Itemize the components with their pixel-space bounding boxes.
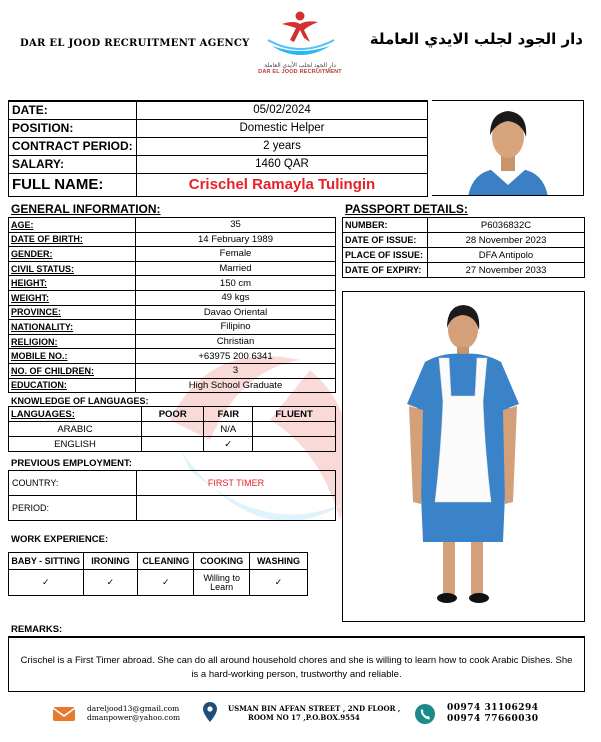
weight-label: WEIGHT: — [9, 290, 136, 305]
children-value: 3 — [136, 363, 336, 378]
position-label: POSITION: — [9, 119, 137, 137]
full-body-photo — [342, 291, 585, 622]
country-value: FIRST TIMER — [137, 471, 336, 496]
agency-name-english: DAR EL JOOD RECRUITMENT AGENCY — [20, 38, 250, 49]
expiry-date-value: 27 November 2033 — [428, 263, 585, 278]
agency-name-arabic: دار الجود لجلب الايدي العاملة — [369, 30, 583, 48]
washing-value: ✓ — [250, 570, 308, 596]
remarks-title: REMARKS: — [11, 624, 63, 635]
language-poor — [142, 422, 204, 437]
country-label: COUNTRY: — [9, 471, 137, 496]
phone-primary[interactable]: 00974 31106294 — [447, 703, 539, 713]
ironing-value: ✓ — [83, 570, 138, 596]
fullname-value: Crischel Ramayla Tulingin — [137, 173, 428, 196]
age-label: AGE: — [9, 218, 136, 233]
table-row — [343, 263, 585, 278]
fair-header: FAIR — [204, 407, 253, 422]
table-header-row — [9, 407, 336, 422]
expiry-date-label: DATE OF EXPIRY: — [343, 263, 428, 278]
issue-place-value: DFA Antipolo — [428, 248, 585, 263]
table-row — [9, 261, 336, 276]
email-secondary[interactable]: dmanpower@yahoo.com — [87, 713, 181, 722]
cleaning-value: ✓ — [138, 570, 194, 596]
contract-value: 2 years — [137, 137, 428, 155]
address-line-1: USMAN BIN AFFAN STREET , 2ND FLOOR , — [228, 704, 401, 713]
location-pin-icon — [203, 702, 217, 722]
gender-label: GENDER: — [9, 247, 136, 262]
summary-table — [8, 100, 428, 197]
logo-arabic-caption: دار الجود لجلب الأيدي العاملة — [264, 63, 336, 69]
table-row — [9, 496, 336, 521]
general-info-table — [8, 217, 336, 393]
table-row — [9, 218, 336, 233]
period-value — [137, 496, 336, 521]
table-row — [9, 349, 336, 364]
table-row — [9, 276, 336, 291]
table-row — [9, 290, 336, 305]
date-row — [9, 101, 428, 119]
work-experience-title: WORK EXPERIENCE: — [11, 534, 109, 545]
province-value: Davao Oriental — [136, 305, 336, 320]
language-fair: ✓ — [204, 437, 253, 452]
dob-value: 14 February 1989 — [136, 232, 336, 247]
nationality-value: Filipino — [136, 320, 336, 335]
washing-header: WASHING — [250, 553, 308, 570]
letterhead — [0, 0, 601, 90]
general-info-title: GENERAL INFORMATION: — [11, 202, 161, 216]
contract-row — [9, 137, 428, 155]
height-label: HEIGHT: — [9, 276, 136, 291]
fluent-header: FLUENT — [253, 407, 336, 422]
portrait-image-icon — [432, 101, 584, 196]
issue-place-label: PLACE OF ISSUE: — [343, 248, 428, 263]
language-name: ENGLISH — [9, 437, 142, 452]
ironing-header: IRONING — [83, 553, 138, 570]
salary-value: 1460 QAR — [137, 155, 428, 173]
language-fluent — [253, 437, 336, 452]
age-value: 35 — [136, 218, 336, 233]
poor-header: POOR — [142, 407, 204, 422]
dob-label: DATE OF BIRTH: — [9, 232, 136, 247]
passport-table — [342, 217, 585, 278]
fullname-row — [9, 173, 428, 196]
address-line-2: ROOM NO 17 ,P.O.BOX.9554 — [248, 713, 360, 722]
agency-logo — [255, 6, 345, 84]
work-experience-table — [8, 552, 308, 596]
passport-number-value: P6036832C — [428, 218, 585, 233]
language-fair: N/A — [204, 422, 253, 437]
passport-number-label: NUMBER: — [343, 218, 428, 233]
email-icon — [52, 704, 76, 722]
previous-employment-table — [8, 470, 336, 521]
civil-status-value: Married — [136, 261, 336, 276]
weight-value: 49 kgs — [136, 290, 336, 305]
table-row — [9, 422, 336, 437]
table-row — [9, 363, 336, 378]
logo-english-caption: DAR EL JOOD RECRUITMENT — [258, 69, 342, 75]
religion-value: Christian — [136, 334, 336, 349]
period-label: PERIOD: — [9, 496, 137, 521]
salary-label: SALARY: — [9, 155, 137, 173]
table-row — [9, 570, 308, 596]
education-label: EDUCATION: — [9, 378, 136, 393]
table-row — [9, 437, 336, 452]
table-row — [9, 378, 336, 393]
table-row — [9, 471, 336, 496]
table-row — [9, 305, 336, 320]
language-fluent — [253, 422, 336, 437]
date-label: DATE: — [9, 101, 137, 119]
table-row — [9, 334, 336, 349]
table-row — [343, 218, 585, 233]
issue-date-label: DATE OF ISSUE: — [343, 233, 428, 248]
cooking-header: COOKING — [194, 553, 250, 570]
date-value: 05/02/2024 — [137, 101, 428, 119]
table-row — [343, 233, 585, 248]
babysitting-header: BABY - SITTING — [9, 553, 84, 570]
children-label: NO. OF CHILDREN: — [9, 363, 136, 378]
languages-table — [8, 406, 336, 452]
table-row — [9, 320, 336, 335]
issue-date-value: 28 November 2023 — [428, 233, 585, 248]
remarks-text: Crischel is a First Timer abroad. She can do all around household chores and she is willing to learn how to cook Arabic Dishes. She is a hard-working person, trustworthy and reliable. — [8, 636, 585, 692]
table-row — [9, 232, 336, 247]
languages-header: LANGUAGES: — [9, 407, 142, 422]
table-row — [9, 247, 336, 262]
education-value: High School Graduate — [136, 378, 336, 393]
full-body-image-icon — [343, 292, 585, 622]
table-header-row — [9, 553, 308, 570]
phone-secondary[interactable]: 00974 77660030 — [447, 714, 539, 724]
salary-row — [9, 155, 428, 173]
previous-employment-title: PREVIOUS EMPLOYMENT: — [11, 458, 132, 469]
footer — [0, 698, 601, 742]
gender-value: Female — [136, 247, 336, 262]
position-row — [9, 119, 428, 137]
cooking-value: Willing to Learn — [194, 570, 250, 596]
mobile-value: +63975 200 6341 — [136, 349, 336, 364]
religion-label: RELIGION: — [9, 334, 136, 349]
portrait-photo — [432, 100, 584, 196]
cleaning-header: CLEANING — [138, 553, 194, 570]
email-primary[interactable]: dareljood13@gmail.com — [87, 704, 180, 713]
language-name: ARABIC — [9, 422, 142, 437]
passport-details-title: PASSPORT DETAILS: — [345, 202, 468, 216]
civil-status-label: CIVIL STATUS: — [9, 261, 136, 276]
phone-icon — [414, 703, 436, 725]
logo-mark-icon — [260, 6, 340, 64]
babysitting-value: ✓ — [9, 570, 84, 596]
table-row — [343, 248, 585, 263]
fullname-label: FULL NAME: — [9, 173, 137, 196]
position-value: Domestic Helper — [137, 119, 428, 137]
mobile-label: MOBILE NO.: — [9, 349, 136, 364]
nationality-label: NATIONALITY: — [9, 320, 136, 335]
language-poor — [142, 437, 204, 452]
height-value: 150 cm — [136, 276, 336, 291]
languages-title: KNOWLEDGE OF LANGUAGES: — [11, 396, 149, 406]
province-label: PROVINCE: — [9, 305, 136, 320]
contract-label: CONTRACT PERIOD: — [9, 137, 137, 155]
